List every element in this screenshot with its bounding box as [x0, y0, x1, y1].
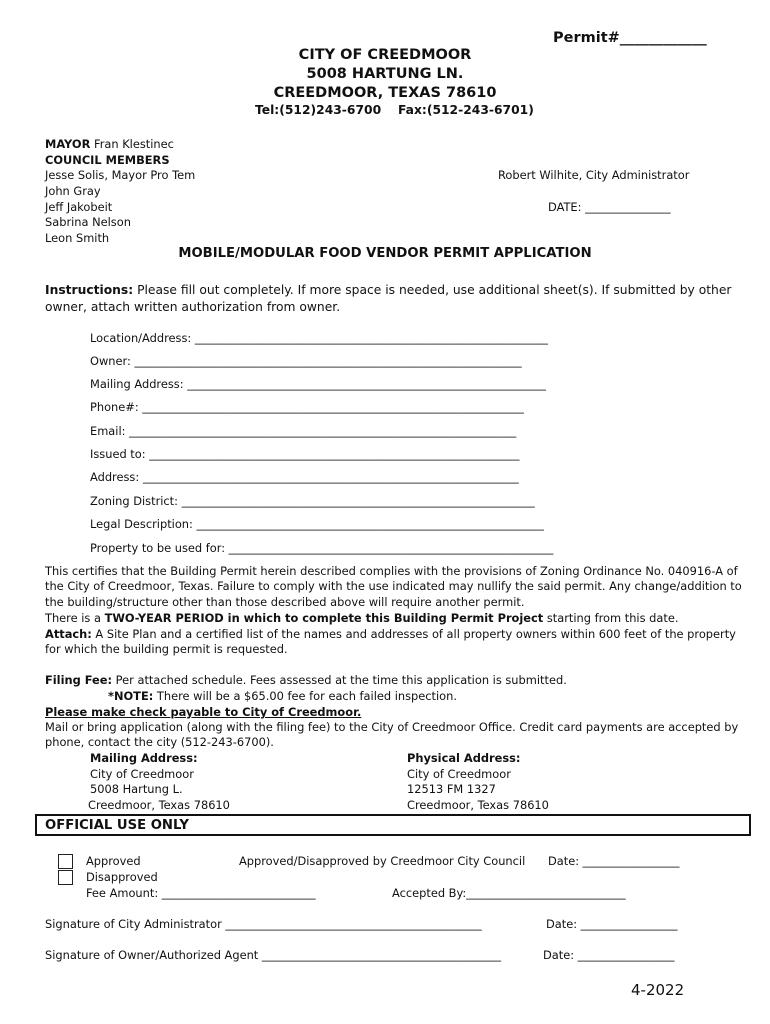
- physical-address-line: Creedmoor, Texas 78610: [407, 798, 549, 812]
- filing-fee-text: Per attached schedule. Fees assessed at the time this application is submitted.: [112, 673, 567, 687]
- header-date-field[interactable]: DATE: _______________: [548, 200, 671, 214]
- mayor-line: [45, 137, 174, 151]
- instructions-label: Instructions:: [45, 283, 134, 297]
- note-label: *NOTE:: [108, 689, 154, 703]
- attach-text: A Site Plan and a certified list of the names and addresses of all property owners within 600 feet of the property for which the building permit is requested.: [45, 627, 736, 657]
- council-member: Jesse Solis, Mayor Pro Tem: [45, 168, 196, 182]
- mailing-address-label: Mailing Address:: [90, 751, 198, 765]
- fee-amount-field[interactable]: Fee Amount: ___________________________: [86, 886, 316, 900]
- official-use-title: OFFICIAL USE ONLY: [45, 818, 189, 833]
- disapproved-checkbox[interactable]: [58, 870, 73, 885]
- payable-note: Please make check payable to City of Creedmoor.: [45, 705, 362, 719]
- attach-requirements: [45, 627, 745, 658]
- physical-address-line: 12513 FM 1327: [407, 782, 496, 796]
- city-state-zip: CREEDMOOR, TEXAS 78610: [273, 85, 497, 101]
- legal-description-field[interactable]: Legal Description: _____________________________________________________________: [90, 517, 544, 531]
- mailing-address-field[interactable]: Mailing Address: _______________________________________________________________: [90, 377, 546, 391]
- approved-label: Approved: [86, 854, 141, 868]
- mayor-name: Fran Klestinec: [93, 137, 174, 151]
- council-member: Leon Smith: [45, 231, 110, 245]
- instructions: [45, 282, 745, 315]
- approval-date-field[interactable]: Date: _________________: [548, 854, 680, 868]
- filing-fee-label: Filing Fee:: [45, 673, 113, 687]
- accepted-by-field[interactable]: Accepted By:____________________________: [392, 886, 626, 900]
- attach-label: Attach:: [45, 627, 92, 641]
- location-address-field[interactable]: Location/Address: ______________________________________________________________: [90, 331, 548, 345]
- physical-address-label: Physical Address:: [407, 751, 521, 765]
- mailing-instructions: Mail or bring application (along with the filing fee) to the City of Creedmoor Office. Credit card payments are accepted by phone, contact the city (512-243-6700).: [45, 720, 739, 750]
- email-field[interactable]: Email: ____________________________________________________________________: [90, 424, 517, 438]
- mayor-label: MAYOR: [45, 137, 91, 151]
- mailing-address-line: City of Creedmoor: [90, 767, 194, 781]
- property-use-field[interactable]: Property to be used for: _________________________________________________________: [90, 541, 554, 555]
- owner-field[interactable]: Owner: ____________________________________________________________________: [90, 354, 522, 368]
- inspection-note: [108, 689, 457, 703]
- certification-text: This certifies that the Building Permit herein described complies with the provisions of Zoning Ordinance No. 040916-A of the City of Creedmoor, Texas. Failure to comply with the use indicated may nullify the said permit. Any change/addition to the building/structure other than those described above will require another permit.: [45, 564, 742, 609]
- council-label: COUNCIL MEMBERS: [45, 153, 170, 167]
- form-title: MOBILE/MODULAR FOOD VENDOR PERMIT APPLICATION: [178, 246, 592, 261]
- disapproved-label: Disapproved: [86, 870, 158, 884]
- city-administrator: Robert Wilhite, City Administrator: [498, 168, 690, 182]
- note-text: There will be a $65.00 fee for each failed inspection.: [153, 689, 457, 703]
- owner-signature-date-field[interactable]: Date: _________________: [543, 948, 675, 962]
- phone-number: Tel:(512)243-6700: [255, 103, 382, 117]
- period-emphasis: TWO-YEAR PERIOD in which to complete this Building Permit Project: [104, 611, 544, 625]
- council-member: John Gray: [45, 184, 101, 198]
- address-field[interactable]: Address: __________________________________________________________________: [90, 470, 519, 484]
- admin-signature-date-field[interactable]: Date: _________________: [546, 917, 678, 931]
- filing-fee: [45, 673, 567, 687]
- zoning-district-field[interactable]: Zoning District: ______________________________________________________________: [90, 494, 535, 508]
- city-street: 5008 HARTUNG LN.: [306, 66, 464, 82]
- instructions-text: Please fill out completely. If more space is needed, use additional sheet(s). If submitted by other owner, attach written authorization from owner.: [45, 283, 732, 314]
- period-pre: There is a: [45, 611, 105, 625]
- city-name: CITY OF CREEDMOOR: [298, 47, 472, 63]
- mailing-address-line: Creedmoor, Texas 78610: [88, 798, 230, 812]
- issued-to-field[interactable]: Issued to: _________________________________________________________________: [90, 447, 520, 461]
- official-use-box: [35, 814, 751, 836]
- mailing-address-line: 5008 Hartung L.: [90, 782, 183, 796]
- period-post: starting from this date.: [543, 611, 679, 625]
- council-member: Sabrina Nelson: [45, 215, 131, 229]
- physical-address-line: City of Creedmoor: [407, 767, 511, 781]
- council-member: Jeff Jakobeit: [45, 200, 113, 214]
- owner-signature-field[interactable]: Signature of Owner/Authorized Agent __________________________________________: [45, 948, 502, 962]
- admin-signature-field[interactable]: Signature of City Administrator _____________________________________________: [45, 917, 482, 931]
- form-revision-code: 4-2022: [631, 981, 685, 999]
- phone-field[interactable]: Phone#: ___________________________________________________________________: [90, 400, 524, 414]
- approved-checkbox[interactable]: [58, 854, 73, 869]
- completion-period: [45, 611, 745, 626]
- permit-number-field[interactable]: Permit#____________: [553, 30, 707, 46]
- fax-number: Fax:(512-243-6701): [398, 103, 534, 117]
- council-approval-label: Approved/Disapproved by Creedmoor City Council: [239, 854, 526, 868]
